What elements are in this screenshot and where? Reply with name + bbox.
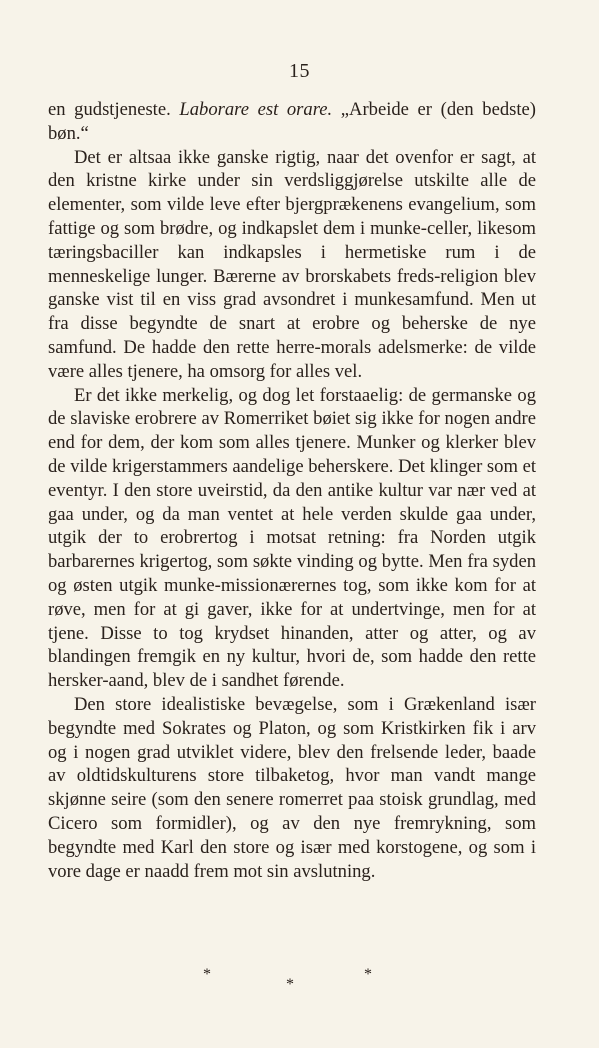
paragraph-1-lead: en gudstjeneste. (48, 99, 180, 120)
section-break-asterisk: * (364, 966, 372, 983)
page-number: 15 (289, 60, 310, 82)
section-break (0, 960, 599, 1000)
paragraph-3: Er det ikke merkelig, og dog let forstaaelig: de germanske og de slaviske erobrere av Romerriket bøiet sig ikke for nogen andre end for dem, der kom som alles tjenere. Munker og klerker blev de vilde krigerstammers aandelige beherskere. Det klinger som et eventyr. I den store uveirstid, da den antike kultur var nær ved at gaa under, og da man ventet at hele verden skulde gaa under, utgik der to erobrertog i motsat retning: fra Norden utgik barbarernes krigertog, som søkte vinding og bytte. Men fra syden og østen utgik munke-missionærernes tog, som ikke kom for at røve, men for at gi gaver, ikke for at undertvinge, men for at tjene. Disse to tog krydset hinanden, atter og atter, og av blandingen fremgik en ny kultur, hvori de, som hadde den rette hersker-aand, blev de i sandhet førende. (48, 384, 536, 692)
section-break-asterisk: * (203, 966, 211, 983)
body-text (48, 98, 536, 883)
paragraph-1-rest: „Arbeide er (den bedste) bøn.“ (48, 99, 536, 144)
section-break-asterisk: * (286, 976, 294, 993)
paragraph-1 (48, 98, 536, 146)
paragraph-2: Det er altsaa ikke ganske rigtig, naar det ovenfor er sagt, at den kristne kirke under sin verdsliggjørelse utskilte alle de elementer, som vilde leve efter bjergprækenens evangelium, som fattige og som brødre, og indkapslet dem i munke-celler, likesom tæringsbaciller kan indkapsles i hermetiske rum i de menneskelige lunger. Bærerne av brorskabets freds-religion blev ganske vist til en viss grad avsondret i munkesamfund. Men ut fra disse begyndte de snart at erobre og beherske de nye samfund. De hadde den rette herre-morals adelsmerke: de vilde være alles tjenere, ha omsorg for alles vel. (48, 146, 536, 382)
paragraph-4: Den store idealistiske bevægelse, som i Grækenland især begyndte med Sokrates og Platon, og som Kristkirken fik i arv og i nogen grad utviklet videre, blev den frelsende leder, baade av oldtidskulturens store tilbaketog, hvor man vandt mange skjønne seire (som den senere romerret paa stoisk grundlag, med Cicero som formidler), og av den nye fremrykning, som begyndte med Karl den store og især med korstogene, og som i vore dage er naadd frem mot sin avslutning. (48, 693, 536, 882)
latin-quote: Laborare est orare. (179, 99, 333, 120)
